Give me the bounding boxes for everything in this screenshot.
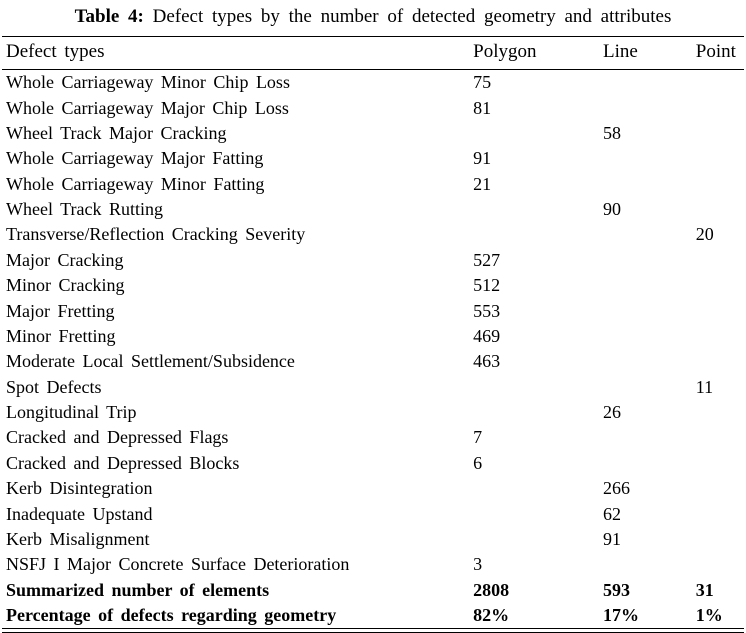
line-cell: 58 (603, 122, 622, 143)
line-cell (603, 552, 696, 577)
line-cell (603, 146, 696, 171)
point-cell (696, 248, 744, 273)
polygon-cell: 7 (473, 427, 483, 448)
table-row (2, 400, 744, 425)
defect-cell: Percentage of defects regarding geometry (6, 605, 337, 626)
table-row (2, 172, 744, 197)
polygon-cell (473, 222, 603, 247)
header-defect-types: Defect types (2, 37, 473, 70)
table-caption-label: Table 4: (74, 6, 144, 27)
line-cell: 91 (603, 528, 622, 549)
point-cell (696, 501, 744, 526)
point-cell (696, 324, 744, 349)
polygon-cell (473, 375, 603, 400)
point-cell (696, 476, 744, 501)
point-cell (696, 70, 744, 96)
point-cell (696, 451, 744, 476)
defect-cell: Summarized number of elements (6, 579, 270, 600)
table-row (2, 552, 744, 577)
defect-cell: Major Cracking (6, 249, 124, 270)
polygon-cell: 75 (473, 72, 492, 93)
polygon-cell (473, 400, 603, 425)
point-cell (696, 95, 744, 120)
line-cell (603, 70, 696, 96)
polygon-cell: 553 (473, 300, 501, 321)
defect-cell: Whole Carriageway Major Chip Loss (6, 97, 289, 118)
line-cell (603, 222, 696, 247)
line-cell: 90 (603, 199, 622, 220)
polygon-cell: 512 (473, 275, 501, 296)
polygon-cell (473, 197, 603, 222)
line-cell: 593 (603, 579, 631, 600)
defect-cell: Moderate Local Settlement/Subsidence (6, 351, 295, 372)
defect-cell: Minor Fretting (6, 325, 116, 346)
line-cell (603, 324, 696, 349)
point-cell: 1% (695, 605, 723, 626)
line-cell (603, 349, 696, 374)
defect-cell: Wheel Track Rutting (6, 199, 163, 220)
line-cell (603, 298, 696, 323)
header-point: Point (696, 37, 744, 70)
line-cell: 26 (603, 402, 622, 423)
table-row (2, 451, 744, 476)
line-cell (603, 172, 696, 197)
defect-cell: NSFJ I Major Concrete Surface Deterioration (6, 554, 350, 575)
defect-cell: Spot Defects (6, 376, 102, 397)
table-row (2, 95, 744, 120)
point-cell (696, 400, 744, 425)
table-row (2, 298, 744, 323)
point-cell: 11 (695, 376, 714, 397)
polygon-cell: 21 (473, 173, 492, 194)
defect-cell: Transverse/Reflection Cracking Severity (6, 224, 306, 245)
point-cell: 20 (695, 224, 714, 245)
point-cell (696, 273, 744, 298)
table-row (2, 375, 744, 400)
point-cell: 31 (695, 579, 714, 600)
polygon-cell: 3 (473, 554, 483, 575)
header-polygon: Polygon (473, 37, 603, 70)
defect-cell: Cracked and Depressed Flags (6, 427, 229, 448)
table-row (2, 324, 744, 349)
polygon-cell: 6 (473, 452, 483, 473)
defect-cell: Kerb Disintegration (6, 478, 153, 499)
header-row (2, 37, 744, 70)
defect-cell: Major Fretting (6, 300, 115, 321)
line-cell (603, 95, 696, 120)
polygon-cell: 91 (473, 148, 492, 169)
point-cell (696, 121, 744, 146)
polygon-cell (473, 501, 603, 526)
defect-cell: Longitudinal Trip (6, 402, 137, 423)
defect-cell: Wheel Track Major Cracking (6, 122, 227, 143)
line-cell (603, 273, 696, 298)
line-cell (603, 425, 696, 450)
header-line: Line (603, 37, 696, 70)
table-row (2, 603, 744, 629)
line-cell (603, 375, 696, 400)
line-cell: 17% (603, 605, 640, 626)
polygon-cell (473, 476, 603, 501)
polygon-cell: 469 (473, 325, 501, 346)
table-row (2, 146, 744, 171)
table-row (2, 349, 744, 374)
table-row (2, 476, 744, 501)
table-row (2, 425, 744, 450)
point-cell (696, 298, 744, 323)
defect-cell: Cracked and Depressed Blocks (6, 452, 240, 473)
line-cell: 266 (603, 478, 631, 499)
defect-cell: Kerb Misalignment (6, 528, 150, 549)
polygon-cell (473, 527, 603, 552)
table-caption-text: Defect types by the number of detected geometry and attributes (152, 6, 672, 27)
point-cell (696, 172, 744, 197)
defect-cell: Whole Carriageway Minor Fatting (6, 173, 265, 194)
table-body (2, 70, 744, 629)
point-cell (696, 349, 744, 374)
table-row (2, 70, 744, 96)
line-cell (603, 248, 696, 273)
defect-cell: Whole Carriageway Minor Chip Loss (6, 72, 290, 93)
table-row (2, 578, 744, 603)
point-cell (696, 527, 744, 552)
defect-cell: Whole Carriageway Major Fatting (6, 148, 264, 169)
defect-cell: Inadequate Upstand (6, 503, 153, 524)
polygon-cell: 2808 (473, 579, 510, 600)
table-row (2, 197, 744, 222)
table-row (2, 501, 744, 526)
defects-table (2, 36, 744, 629)
point-cell (696, 425, 744, 450)
table-row (2, 121, 744, 146)
table-row (2, 527, 744, 552)
line-cell: 62 (603, 503, 622, 524)
polygon-cell: 81 (473, 97, 492, 118)
table-row (2, 248, 744, 273)
polygon-cell (473, 121, 603, 146)
polygon-cell: 527 (473, 249, 501, 270)
point-cell (696, 552, 744, 577)
table-header (2, 37, 744, 70)
point-cell (696, 197, 744, 222)
table-row (2, 273, 744, 298)
polygon-cell: 82% (473, 605, 510, 626)
table-caption (2, 4, 744, 36)
polygon-cell: 463 (473, 351, 501, 372)
defect-cell: Minor Cracking (6, 275, 125, 296)
line-cell (603, 451, 696, 476)
point-cell (696, 146, 744, 171)
table-row (2, 222, 744, 247)
